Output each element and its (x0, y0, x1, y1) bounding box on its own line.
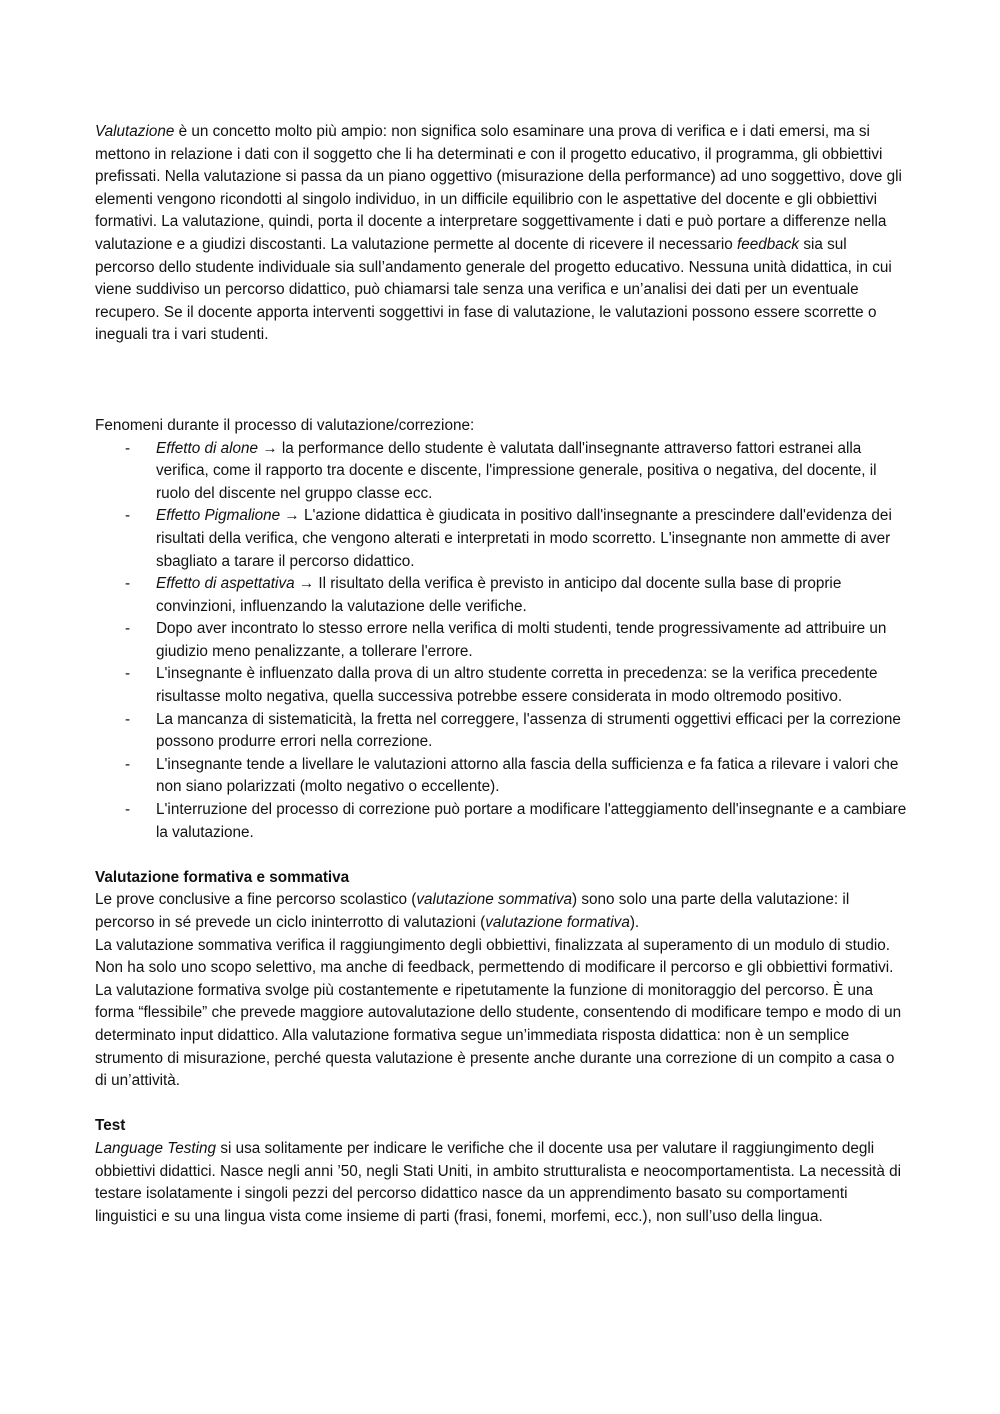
item-term: Effetto di alone (156, 439, 259, 457)
section-spacer (95, 347, 907, 415)
section-spacer (95, 844, 907, 867)
item-text: Dopo aver incontrato lo stesso errore nella verifica di molti studenti, tende progressivamente ad attribuire un giudizio meno penalizzante, a tollerare l'errore. (156, 620, 887, 660)
dash-bullet: - (125, 755, 131, 773)
sommativa-term: valutazione sommativa (416, 891, 572, 909)
dash-bullet: - (125, 665, 131, 683)
intro-paragraph (95, 121, 907, 347)
text-run: Le prove conclusive a fine percorso scolastico ( (95, 891, 417, 909)
formativa-heading: Valutazione formativa e sommativa (95, 868, 350, 886)
formativa-paragraph-2: La valutazione sommativa verifica il raggiungimento degli obbiettivi, finalizzata al superamento di un modulo di studio. Non ha solo uno scopo selettivo, ma anche di feedback, permettendo di modificare il percorso e gli obbiettivi formativi. (95, 936, 894, 977)
arrow-icon: → (262, 439, 278, 457)
section-spacer (95, 1093, 907, 1116)
dash-bullet: - (125, 439, 131, 457)
item-text: la performance dello studente è valutata dall'insegnante attraverso fattori estranei alla verifica, come il rapporto tra docente e discente, l'impressione generale, positiva o negativa, del docente, il ruolo del discente nel gruppo classe ecc. (156, 439, 877, 502)
list-item (125, 799, 907, 844)
document-page (95, 121, 907, 1228)
list-item (125, 709, 907, 754)
test-paragraph (95, 1138, 907, 1228)
item-text: L'insegnante tende a livellare le valutazioni attorno alla fascia della sufficienza e fa fatica a rilevare i valori che non siano polarizzati (molto negativo o eccellente). (156, 755, 899, 796)
formativa-term: valutazione formativa (485, 914, 630, 931)
dash-bullet: - (125, 575, 131, 593)
text-run: ). (629, 914, 640, 931)
test-text: si usa solitamente per indicare le verifiche che il docente usa per valutare il raggiungimento degli obbiettivi didattici. Nasce negli anni ’50, negli Stati Uniti, in ambito strutturalista e neocomportamentista. La necessità di testare isolatamente i singoli pezzi del percorso didattico nasce da un apprendimento basato su comportamenti linguistici e su una lingua vista come insieme di parti (frasi, fonemi, morfemi, ecc.), non sull’uso della lingua. (95, 1139, 902, 1225)
formativa-paragraph-3: La valutazione formativa svolge più costantemente e ripetutamente la funzione di monitoraggio del percorso. È una forma “flessibile” che prevede maggiore autovalutazione dello studente, consentendo di modificare tempo e modo di un determinato input didattico. Alla valutazione formativa segue un’immediata risposta didattica: non è un semplice strumento di misurazione, perché questa valutazione è presente anche durante una correzione di un compito a casa o di un’attività. (95, 981, 902, 1090)
arrow-icon: → (298, 575, 315, 593)
formativa-paragraph-1 (95, 889, 907, 934)
dash-bullet: - (125, 801, 131, 819)
fenomeni-heading: Fenomeni durante il processo di valutazione/correzione: (95, 416, 475, 434)
item-text: L'interruzione del processo di correzione può portare a modificare l'atteggiamento dell'insegnante e a cambiare la valutazione. (156, 801, 907, 841)
list-item (125, 505, 907, 573)
list-item (125, 438, 907, 506)
list-item (125, 573, 907, 618)
arrow-icon: → (284, 507, 300, 525)
intro-text-2: sia sul percorso dello studente individuale sia sull’andamento generale del progetto educativo. Nessuna unità didattica, in cui viene suddiviso un percorso didattico, può chiamarsi tale senza una verifica e un’analisi dei dati per un eventuale recupero. Se il docente apporta interventi soggettivi in fase di valutazione, le valutazioni possono essere scorrette o ineguali tra i vari studenti. (95, 235, 892, 344)
item-text: Il risultato della verifica è previsto in anticipo dal docente sulla base di proprie convinzioni, influenzando la valutazione delle verifiche. (156, 575, 842, 615)
item-term: Effetto Pigmalione (156, 507, 281, 525)
item-term: Effetto di aspettativa (156, 575, 295, 593)
test-heading: Test (95, 1117, 126, 1135)
item-text: L'insegnante è influenzato dalla prova di un altro studente corretta in precedenza: se la verifica precedente risultasse molto negativa, quella successiva potrebbe essere considerata in modo oltremodo positivo. (156, 665, 878, 706)
intro-text-1: è un concetto molto più ampio: non significa solo esaminare una prova di verifica e i dati emersi, ma si mettono in relazione i dati con il soggetto che li ha determinati e con il progetto educativo, il programma, gli obbiettivi prefissati. Nella valutazione si passa da un piano oggettivo (misurazione della performance) ad uno soggettivo, dove gli elementi vengono ricondotti al singolo individuo, in un difficile equilibrio con le aspettative del docente e gli obbiettivi formativi. La valutazione, quindi, porta il docente a interpretare soggettivamente i dati e può portare a differenze nella valutazione e a giudizi discostanti. La valutazione permette al docente di ricevere il necessario (95, 123, 902, 253)
feedback-term: feedback (736, 235, 800, 253)
dash-bullet: - (125, 710, 131, 728)
item-text: La mancanza di sistematicità, la fretta nel correggere, l'assenza di strumenti oggettivi efficaci per la correzione possono produrre errori nella correzione. (156, 710, 901, 751)
dash-bullet: - (125, 507, 131, 525)
intro-term: Valutazione (95, 123, 175, 140)
item-text: L'azione didattica è giudicata in positivo dall'insegnante a prescindere dall'evidenza dei risultati della verifica, che vengono alterati e interpretati in modo scorretto. L'insegnante non ammette di aver sbagliato a tarare il percorso didattico. (156, 507, 892, 570)
language-testing-term: Language Testing (95, 1139, 217, 1157)
list-item (125, 618, 907, 663)
dash-bullet: - (125, 620, 131, 638)
fenomeni-list (95, 438, 907, 845)
list-item (125, 754, 907, 799)
text-run: ) sono solo una parte della valutazione: il percorso in sé prevede un ciclo ininterrotto di valutazioni ( (95, 891, 850, 931)
list-item (125, 663, 907, 708)
